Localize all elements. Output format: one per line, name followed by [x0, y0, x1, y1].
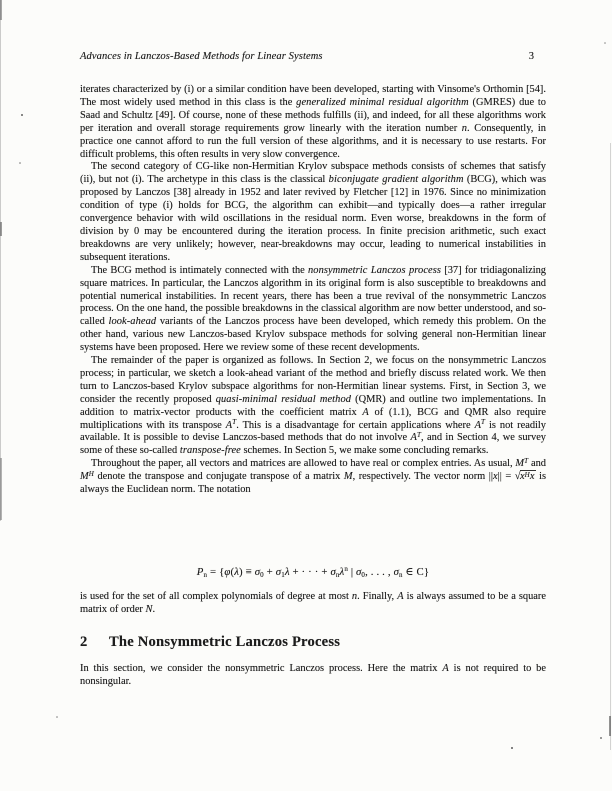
paragraph: iterates characterized by (i) or a similar condition have been developed, starting with Vinsome's Orthomin [54]. The most widely used method in this class is the generalized minimal residual algorithm (GMRES) due to Saad and Schultz [49]. Of course, none of these methods fulfills (ii), and indeed, for all these algorithms work per iteration and overall storage requirements grow linearly with the iteration number n. Consequently, in practice one cannot afford to run the full version of these algorithms, and it is necessary to use restarts. For difficult problems, this often results in very slow convergence. [80, 84, 546, 160]
after-equation-paragraph [80, 591, 546, 617]
section-heading [80, 634, 546, 651]
scan-speck [21, 114, 23, 116]
paragraph: The second category of CG-like non-Hermitian Krylov subspace methods consists of schemes that satisfy (ii), but not (i). The archetype in this class is the classical biconjugate gradient algorithm (BCG), which was proposed by Lanczos [38] already in 1952 and later revived by Fletcher [12] in 1976. Since no minimization condition of type (i) holds for BCG, the algorithm can exhibit—and typically does—a rather irregular convergence behavior with wild oscillations in the residual norm. Even worse, breakdowns in the form of division by 0 may be encountered during the iteration process. In finite precision arithmetic, such exact breakdowns are very unlikely; however, near-breakdowns may occur, leading to numerical instabilities in subsequent iterations. [80, 161, 546, 263]
display-equation: $P_n = \{\varphi(\lambda) \equiv \sigma_0 + \sigma_1\lambda$ + · · · + $\sigma_n\lambda^n$ | $\sigma_0$, . . . , $\sigma_n$ ∈ C} [196, 565, 430, 579]
scan-speck [600, 737, 602, 739]
scan-edge-line-left-dark [0, 0, 2, 20]
section-number: 2 [80, 634, 88, 650]
section-title: The Nonsymmetric Lanczos Process [109, 634, 341, 650]
paragraph: The BCG method is intimately connected with the nonsymmetric Lanczos process [37] for tridiagonalizing square matrices. In particular, the Lanczos algorithm in its original form is also susceptible to breakdowns and potential numerical instabilities. In recent years, there has been a true revival of the nonsymmetric Lanczos process. On the one hand, the possible breakdowns in the classical algorithm are now better understood, and so-called look-ahead variants of the Lanczos process have been developed, which remedy this problem. On the other hand, various new Lanczos-based Krylov subspace methods for solving general non-Hermitian linear systems have been proposed. Here we review some of these recent developments. [80, 264, 546, 354]
body-text [80, 84, 546, 497]
scan-edge-line-right [610, 143, 611, 750]
page-number: 3 [528, 51, 534, 62]
scan-edge-line-left-dark [0, 222, 2, 236]
scan-edge-line-left [0, 0, 1, 521]
scan-speck [56, 716, 58, 718]
paragraph: Throughout the paper, all vectors and matrices are allowed to have real or complex entries. As usual, $M^T$ and $M^H$ denote the transpose and conjugate transpose of a matrix M, respectively. The vector norm $||x|| = √x^Hx$ is always the Euclidean norm. The notation [80, 456, 547, 496]
scan-speck [604, 42, 606, 44]
section-paragraph [80, 663, 546, 689]
scan-edge-line-right-dark [609, 716, 611, 736]
paragraph: The remainder of the paper is organized as follows. In Section 2, we focus on the nonsymmetric Lanczos process; in particular, we sketch a look-ahead variant of the method and briefly discuss related work. We then turn to Lanczos-based Krylov subspace algorithms for non-Hermitian linear systems. First, in Section 3, we consider the recently proposed quasi-minimal residual method (QMR) and outline two implementations. In addition to matrix-vector products with the coefficient matrix A of (1.1), BCG and QMR also require multiplications with its transpose $A^T$. This is a disadvantage for certain applications where $A^T$ is not readily available. It is possible to devise Lanczos-based methods that do not involve $A^T$, and in Section 4, we survey some of these so-called transpose-free schemes. In Section 5, we make some concluding remarks. [80, 355, 546, 457]
paragraph: is used for the set of all complex polynomials of degree at most n. Finally, A is always assumed to be a square matrix of order N. [80, 591, 546, 615]
running-header [80, 51, 546, 63]
scan-edge-line-left-dark [0, 458, 2, 520]
running-title: Advances in Lanczos-Based Methods for Linear Systems [80, 51, 323, 62]
scan-speck [511, 747, 513, 749]
paragraph: In this section, we consider the nonsymmetric Lanczos process. Here the matrix A is not required to be nonsingular. [80, 663, 546, 687]
scan-speck [19, 162, 21, 164]
